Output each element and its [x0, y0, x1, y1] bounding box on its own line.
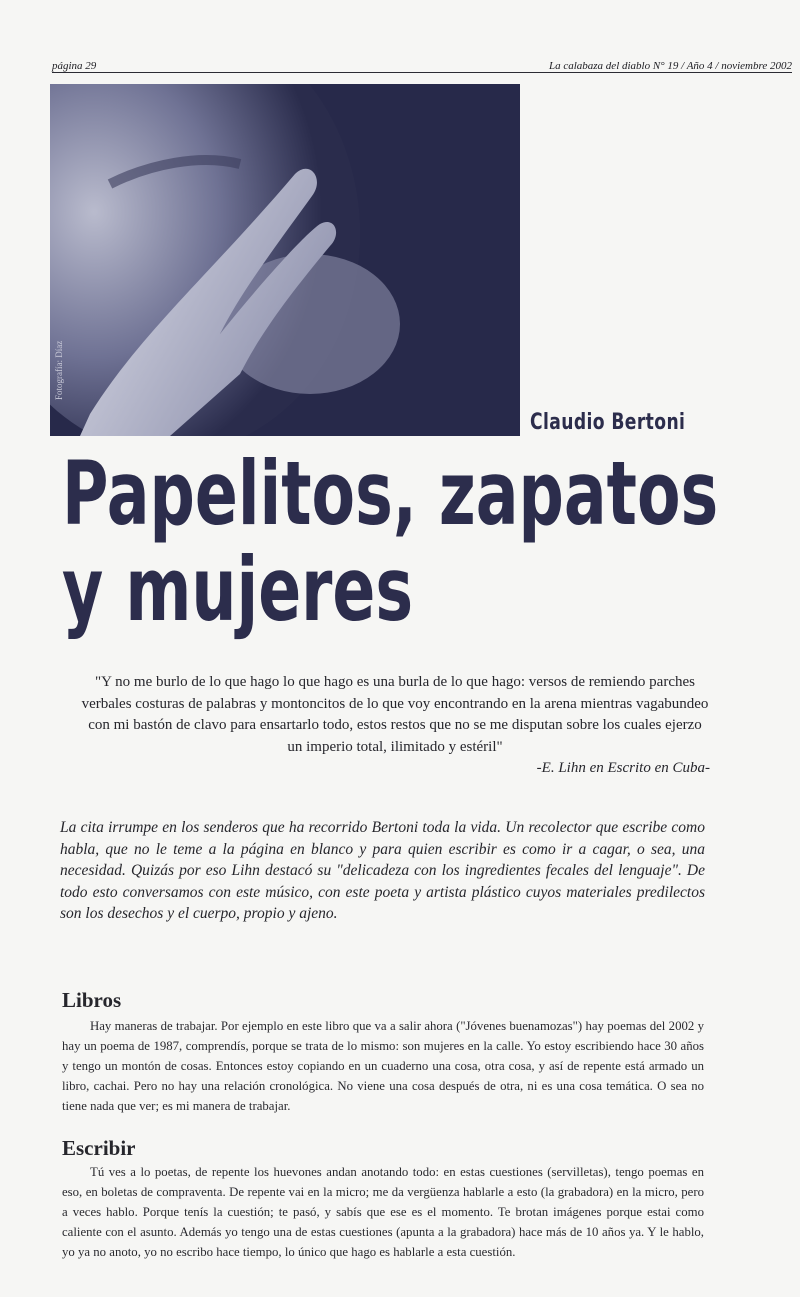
section-body-escribir: Tú ves a lo poetas, de repente los huevones andan anotando todo: en estas cuestiones (servilletas), tengo poemas en eso, en boletas de compraventa. De repente vai en la micro; me da vergüenza hablarle a esto (la grabadora) en la micro, pero a veces hablo. Porque tenís la cuestión; te pasó, y sabís que ese es el momento. Te brotan imágenes porque estai como caliente con el asunto. Además yo tengo una de estas cuestiones (apunta a la grabadora) hace más de 10 años ya. Y le hablo, yo ya no anoto, yo no escribo hace tiempo, lo único que hago es hablarle a esta cuestión. [62, 1165, 704, 1259]
title-line-1: Papelitos, zapatos [62, 442, 719, 545]
section-title-escribir: Escribir [62, 1136, 136, 1160]
quote-source: -E. Lihn en Escrito en Cuba- [536, 760, 710, 776]
page-number: página 29 [52, 60, 97, 72]
author-name: Claudio Bertoni [530, 410, 686, 435]
article-title [62, 442, 719, 641]
section-title-libros: Libros [62, 988, 122, 1012]
author-photo-illustration [50, 84, 520, 436]
author-photo [50, 84, 520, 436]
publication-info: La calabaza del diablo N° 19 / Año 4 / noviembre 2002 [548, 60, 792, 72]
title-line-2: y mujeres [62, 538, 414, 641]
article-intro: La cita irrumpe en los senderos que ha recorrido Bertoni toda la vida. Un recolector que escribe como habla, que no le teme a la página en blanco y para quien escribir es como ir a cagar, o sea, una necesidad. Quizás por eso Lihn destacó su "delicadeza con los ingredientes fecales del lenguaje". De todo esto conversamos con este músico, con este poeta y artista plástico cuyos materiales predilectos son los desechos y el cuerpo, propio y ajeno. [60, 819, 705, 922]
epigraph-quote [80, 672, 710, 780]
page-header [52, 58, 792, 73]
section-body-libros: Hay maneras de trabajar. Por ejemplo en este libro que va a salir ahora ("Jóvenes buenamozas") hay poemas del 2002 y hay un poema de 1987, comprendís, porque se trata de lo mismo: son mujeres en la calle. Yo estoy escribiendo hace 30 años y tengo un montón de cosas. Entonces estoy copiando en un cuaderno una cosa, otra cosa, y así de repente está armado un libro, cachai. Pero no hay una relación cronológica. No viene una cosa después de otra, ni es una cosa temática. O sea no tiene nada que ver; es mi manera de trabajar. [62, 1019, 704, 1113]
quote-text: "Y no me burlo de lo que hago lo que hago es una burla de lo que hago: versos de remiendo parches verbales costuras de palabras y montoncitos de lo que voy encontrando en la arena mientras vagabundeo con mi bastón de clavo para ensartarlo todo, estos restos que no se me disputan sobre los cuales ejerzo un imperio total, ilimitado y estéril" [81, 674, 709, 755]
photo-credit: Fotografía: Díaz [54, 340, 64, 400]
